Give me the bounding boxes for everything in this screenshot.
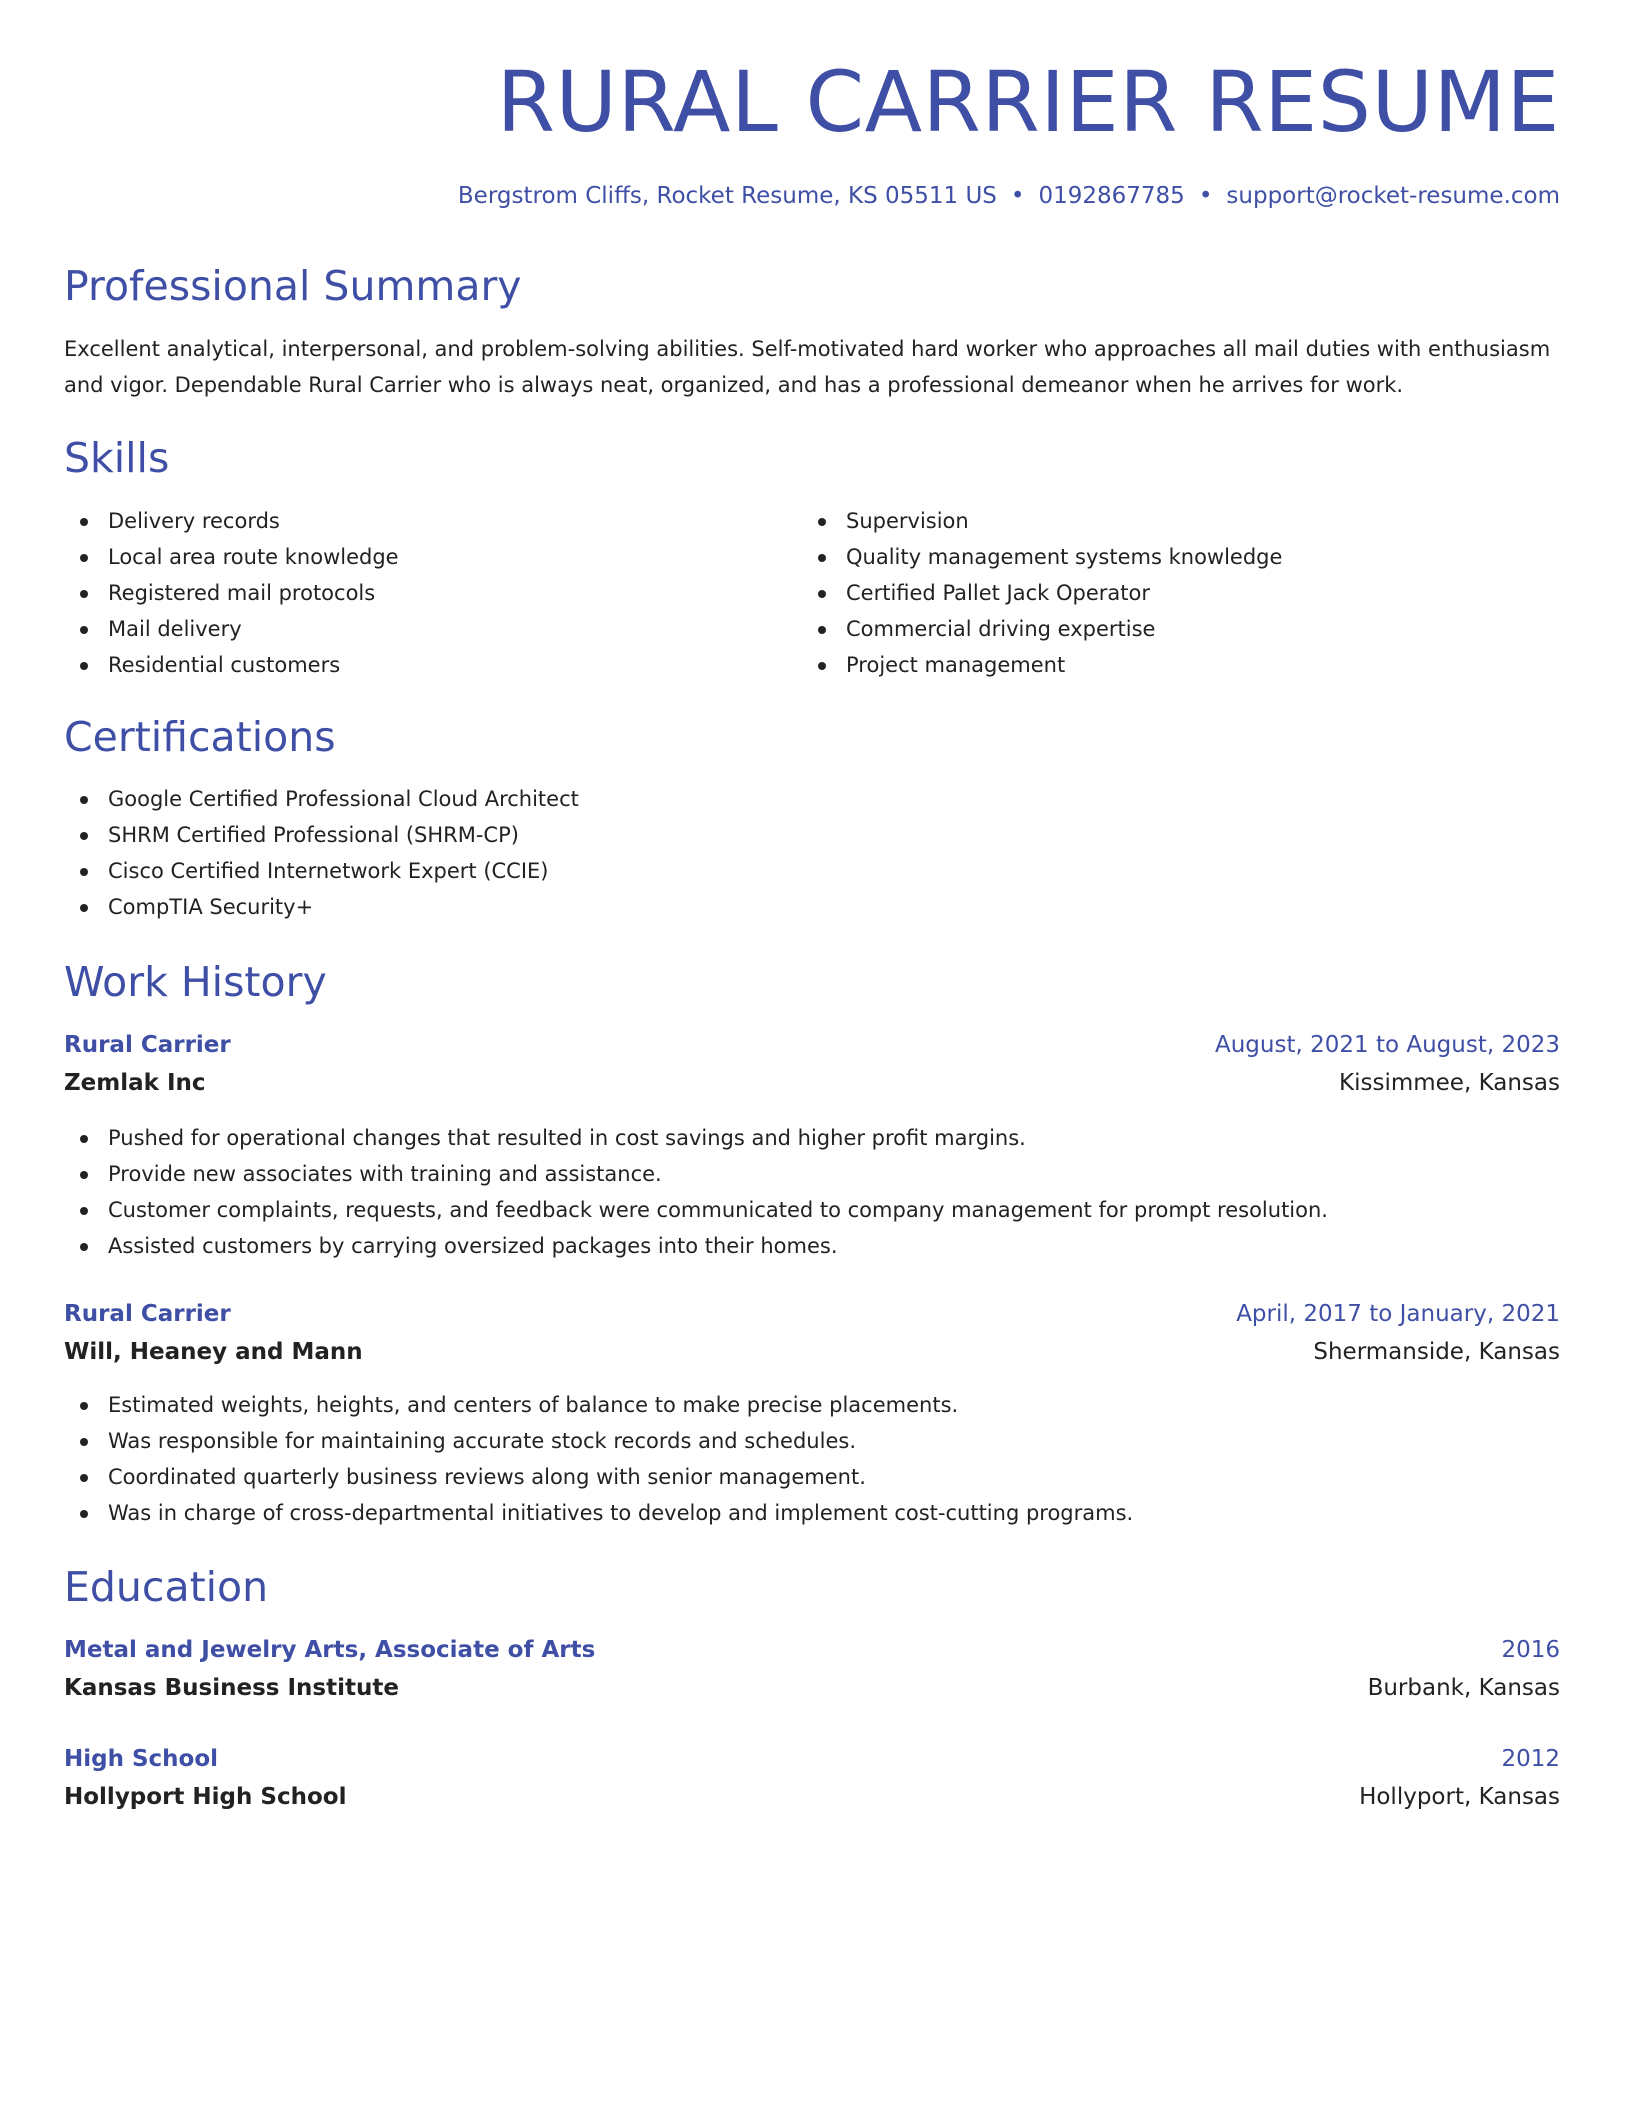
education-school-row	[64, 1779, 1560, 1815]
skill-item: Certified Pallet Jack Operator	[802, 575, 1282, 611]
job-company-row	[64, 1334, 1560, 1370]
summary-text: Excellent analytical, interpersonal, and problem-solving abilities. Self-motivated hard worker who approaches all mail duties with enthusiasm and vigor. Dependable Rural Carrier who is always neat, organized, and has a professional demeanor when he arrives for work.	[64, 337, 1551, 397]
job-bullet: Was in charge of cross-departmental initiatives to develop and implement cost-cutting programs.	[64, 1495, 1133, 1531]
education-school: Hollyport High School	[64, 1784, 347, 1810]
certification-item: Cisco Certified Internetwork Expert (CCIE)	[64, 853, 579, 889]
certifications-list	[64, 781, 579, 925]
job-dates: August, 2021 to August, 2023	[1215, 1032, 1560, 1058]
education-year: 2016	[1501, 1637, 1560, 1663]
job-dates: April, 2017 to January, 2021	[1236, 1301, 1560, 1327]
job-bullet: Assisted customers by carrying oversized packages into their homes.	[64, 1228, 1328, 1264]
summary-heading: Professional Summary	[64, 262, 522, 310]
education-heading: Education	[64, 1563, 269, 1611]
job-header-row	[64, 1296, 1560, 1332]
job-header-row	[64, 1027, 1560, 1063]
skill-item: Registered mail protocols	[64, 575, 399, 611]
skills-list-right	[802, 503, 1282, 683]
skill-item: Project management	[802, 647, 1282, 683]
job-title: Rural Carrier	[64, 1032, 231, 1058]
job-bullet: Provide new associates with training and assistance.	[64, 1156, 1328, 1192]
job-company: Zemlak Inc	[64, 1070, 206, 1096]
job-bullets	[64, 1120, 1328, 1264]
education-school: Kansas Business Institute	[64, 1675, 399, 1701]
education-degree: Metal and Jewelry Arts, Associate of Arts	[64, 1637, 596, 1663]
job-location: Shermanside, Kansas	[1313, 1339, 1560, 1365]
job-bullet: Customer complaints, requests, and feedback were communicated to company management for prompt resolution.	[64, 1192, 1328, 1228]
contact-line	[458, 178, 1560, 214]
skill-item: Residential customers	[64, 647, 399, 683]
job-location: Kissimmee, Kansas	[1339, 1070, 1560, 1096]
job-company-row	[64, 1065, 1560, 1101]
education-header-row	[64, 1741, 1560, 1777]
contact-separator: •	[1010, 183, 1025, 209]
education-school-row	[64, 1670, 1560, 1706]
contact-email[interactable]: support@rocket-resume.com	[1226, 183, 1560, 209]
job-bullet: Estimated weights, heights, and centers of balance to make precise placements.	[64, 1387, 1133, 1423]
education-degree: High School	[64, 1746, 219, 1772]
resume-title: RURAL CARRIER RESUME	[496, 53, 1560, 151]
job-bullets	[64, 1387, 1133, 1531]
job-bullet: Pushed for operational changes that resulted in cost savings and higher profit margins.	[64, 1120, 1328, 1156]
skill-item: Mail delivery	[64, 611, 399, 647]
job-title: Rural Carrier	[64, 1301, 231, 1327]
skills-heading: Skills	[64, 434, 170, 482]
skill-item: Delivery records	[64, 503, 399, 539]
job-company: Will, Heaney and Mann	[64, 1339, 363, 1365]
skill-item: Local area route knowledge	[64, 539, 399, 575]
certification-item: SHRM Certified Professional (SHRM-CP)	[64, 817, 579, 853]
skills-list-left	[64, 503, 399, 683]
work-history-heading: Work History	[64, 958, 327, 1006]
job-bullet: Coordinated quarterly business reviews along with senior management.	[64, 1459, 1133, 1495]
skill-item: Quality management systems knowledge	[802, 539, 1282, 575]
education-header-row	[64, 1632, 1560, 1668]
certification-item: Google Certified Professional Cloud Architect	[64, 781, 579, 817]
education-location: Burbank, Kansas	[1367, 1675, 1560, 1701]
contact-separator: •	[1198, 183, 1213, 209]
certifications-heading: Certifications	[64, 713, 336, 761]
contact-phone: 0192867785	[1038, 183, 1185, 209]
job-bullet: Was responsible for maintaining accurate stock records and schedules.	[64, 1423, 1133, 1459]
education-location: Hollyport, Kansas	[1359, 1784, 1560, 1810]
education-year: 2012	[1501, 1746, 1560, 1772]
skill-item: Commercial driving expertise	[802, 611, 1282, 647]
certification-item: CompTIA Security+	[64, 889, 579, 925]
skill-item: Supervision	[802, 503, 1282, 539]
contact-address: Bergstrom Cliffs, Rocket Resume, KS 05511 US	[457, 183, 997, 209]
